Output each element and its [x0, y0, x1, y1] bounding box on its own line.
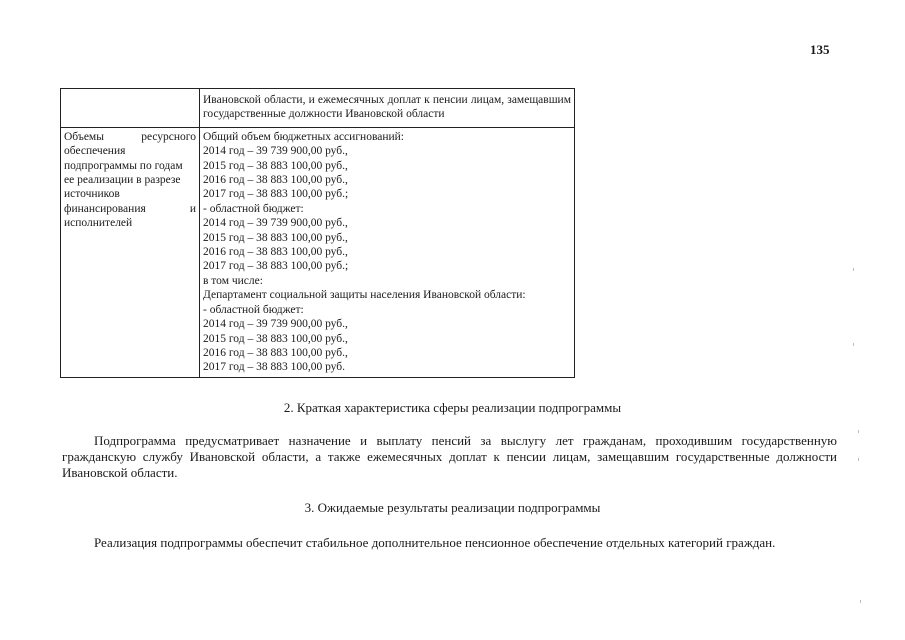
funding-line: Департамент социальной защиты населения Ивановской области: [203, 289, 526, 302]
label-line: ее реализации в разрезе [64, 174, 181, 187]
scan-artifact [853, 343, 854, 346]
funding-line: 2017 год – 38 883 100,00 руб.; [203, 260, 349, 273]
section-2-text: Подпрограмма предусматривает назначение и выплату пенсий за выслугу лет гражданам, проходившим государственную гражданскую службу Ивановской области, а также ежемесячных доплат к пенсии лицам, замещавшим государственные должности Ивановской области. [62, 433, 837, 480]
resources-values-cell [200, 127, 575, 377]
funding-line: 2015 год – 38 883 100,00 руб., [203, 231, 348, 244]
funding-line: 2015 год – 38 883 100,00 руб., [203, 159, 348, 172]
funding-line: 2016 год – 38 883 100,00 руб., [203, 174, 348, 187]
section-2-heading: 2. Краткая характеристика сферы реализации подпрограммы [283, 400, 622, 415]
funding-line: 2015 год – 38 883 100,00 руб., [203, 332, 348, 345]
resource-table [60, 88, 575, 378]
header-empty-cell [61, 89, 200, 128]
funding-line: 2014 год – 39 739 900,00 руб., [203, 318, 348, 331]
page-number: 135 [810, 42, 830, 57]
program-name-continued: Ивановской области, и ежемесячных доплат к пенсии лицам, замещавшим государственные должности Ивановской области [203, 94, 571, 121]
section-3-paragraph [62, 535, 837, 551]
resources-label-cell [61, 127, 200, 377]
scan-artifact [853, 268, 854, 271]
scan-artifact [858, 430, 859, 433]
funding-line: 2014 год – 39 739 900,00 руб., [203, 217, 348, 230]
section-3-heading: 3. Ожидаемые результаты реализации подпрограммы [304, 500, 601, 515]
scan-artifact [860, 600, 861, 603]
label-line: подпрограммы по годам [64, 159, 183, 172]
funding-line: 2017 год – 38 883 100,00 руб.; [203, 188, 349, 201]
section-2-paragraph [62, 433, 837, 481]
label-line: обеспечения [64, 145, 126, 158]
funding-line: - областной бюджет: [203, 303, 304, 316]
funding-line: 2016 год – 38 883 100,00 руб., [203, 346, 348, 359]
funding-line: Общий объем бюджетных ассигнований: [203, 130, 404, 143]
funding-line: в том числе: [203, 274, 263, 287]
label-line: финансирования и [64, 202, 196, 215]
scan-artifact [858, 458, 859, 461]
label-line: источников [64, 188, 120, 201]
funding-line: 2014 год – 39 739 900,00 руб., [203, 145, 348, 158]
resources-row [61, 127, 575, 377]
label-line: Объемы ресурсного [64, 130, 196, 143]
funding-line: - областной бюджет: [203, 202, 304, 215]
funding-line: 2016 год – 38 883 100,00 руб., [203, 246, 348, 259]
header-right-cell [200, 89, 575, 128]
funding-line: 2017 год – 38 883 100,00 руб. [203, 361, 345, 374]
table-header-row [61, 89, 575, 128]
label-line: исполнителей [64, 217, 133, 230]
section-3-text: Реализация подпрограммы обеспечит стабильное дополнительное пенсионное обеспечение отдельных категорий граждан. [94, 535, 776, 550]
